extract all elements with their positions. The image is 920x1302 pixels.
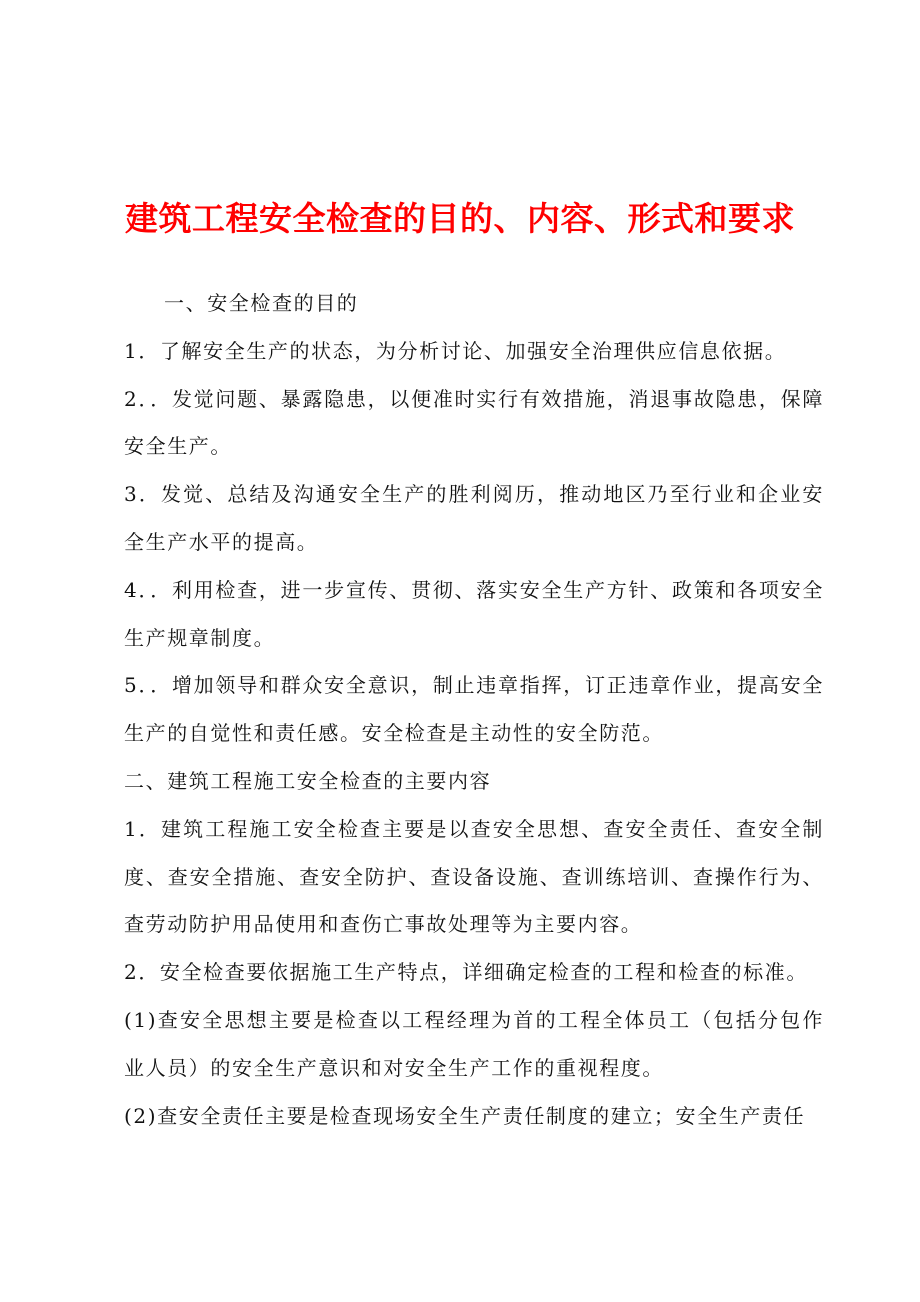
section-heading-purpose: 一、安全检查的目的	[164, 291, 359, 315]
paragraph-content-2: 2．安全检查要依据施工生产特点，详细确定检查的工程和检查的标准。	[124, 960, 808, 985]
section-heading-content: 二、建筑工程施工安全检查的主要内容	[124, 768, 492, 793]
paragraph-purpose-1: 1．了解安全生产的状态，为分析讨论、加强安全治理供应信息依据。	[124, 338, 787, 363]
paragraph-purpose-2: 2．．发觉问题、暴露隐患，以便准时实行有效措施，消退事故隐患，保障安全生产。	[124, 386, 824, 459]
document-title: 建筑工程安全检查的目的、内容、形式和要求	[125, 199, 795, 238]
paragraph-purpose-3: 3．发觉、总结及沟通安全生产的胜利阅历，推动地区乃至行业和企业安全生产水平的提高。	[124, 482, 824, 554]
paragraph-purpose-5: 5．．增加领导和群众安全意识，制止违章指挥，订正违章作业，提高安全生产的自觉性和责任感。安全检查是主动性的安全防范。	[124, 673, 824, 746]
paragraph-content-1: 1．建筑工程施工安全检查主要是以查安全思想、查安全责任、查安全制度、查安全措施、查安全防护、查设备设施、查训练培训、查操作行为、查劳动防护用品使用和查伤亡事故处理等为主要内容。	[124, 816, 824, 937]
paragraph-content-2-1: (1)查安全思想主要是检查以工程经理为首的工程全体员工（包括分包作业人员）的安全生产意识和对安全生产工作的重视程度。	[124, 1007, 824, 1080]
paragraph-purpose-4: 4．．利用检查，进一步宣传、贯彻、落实安全生产方针、政策和各项安全生产规章制度。	[124, 577, 824, 650]
document-body	[124, 280, 824, 1140]
paragraph-content-2-2: (2)查安全责任主要是检查现场安全生产责任制度的建立；安全生产责任	[124, 1103, 806, 1128]
